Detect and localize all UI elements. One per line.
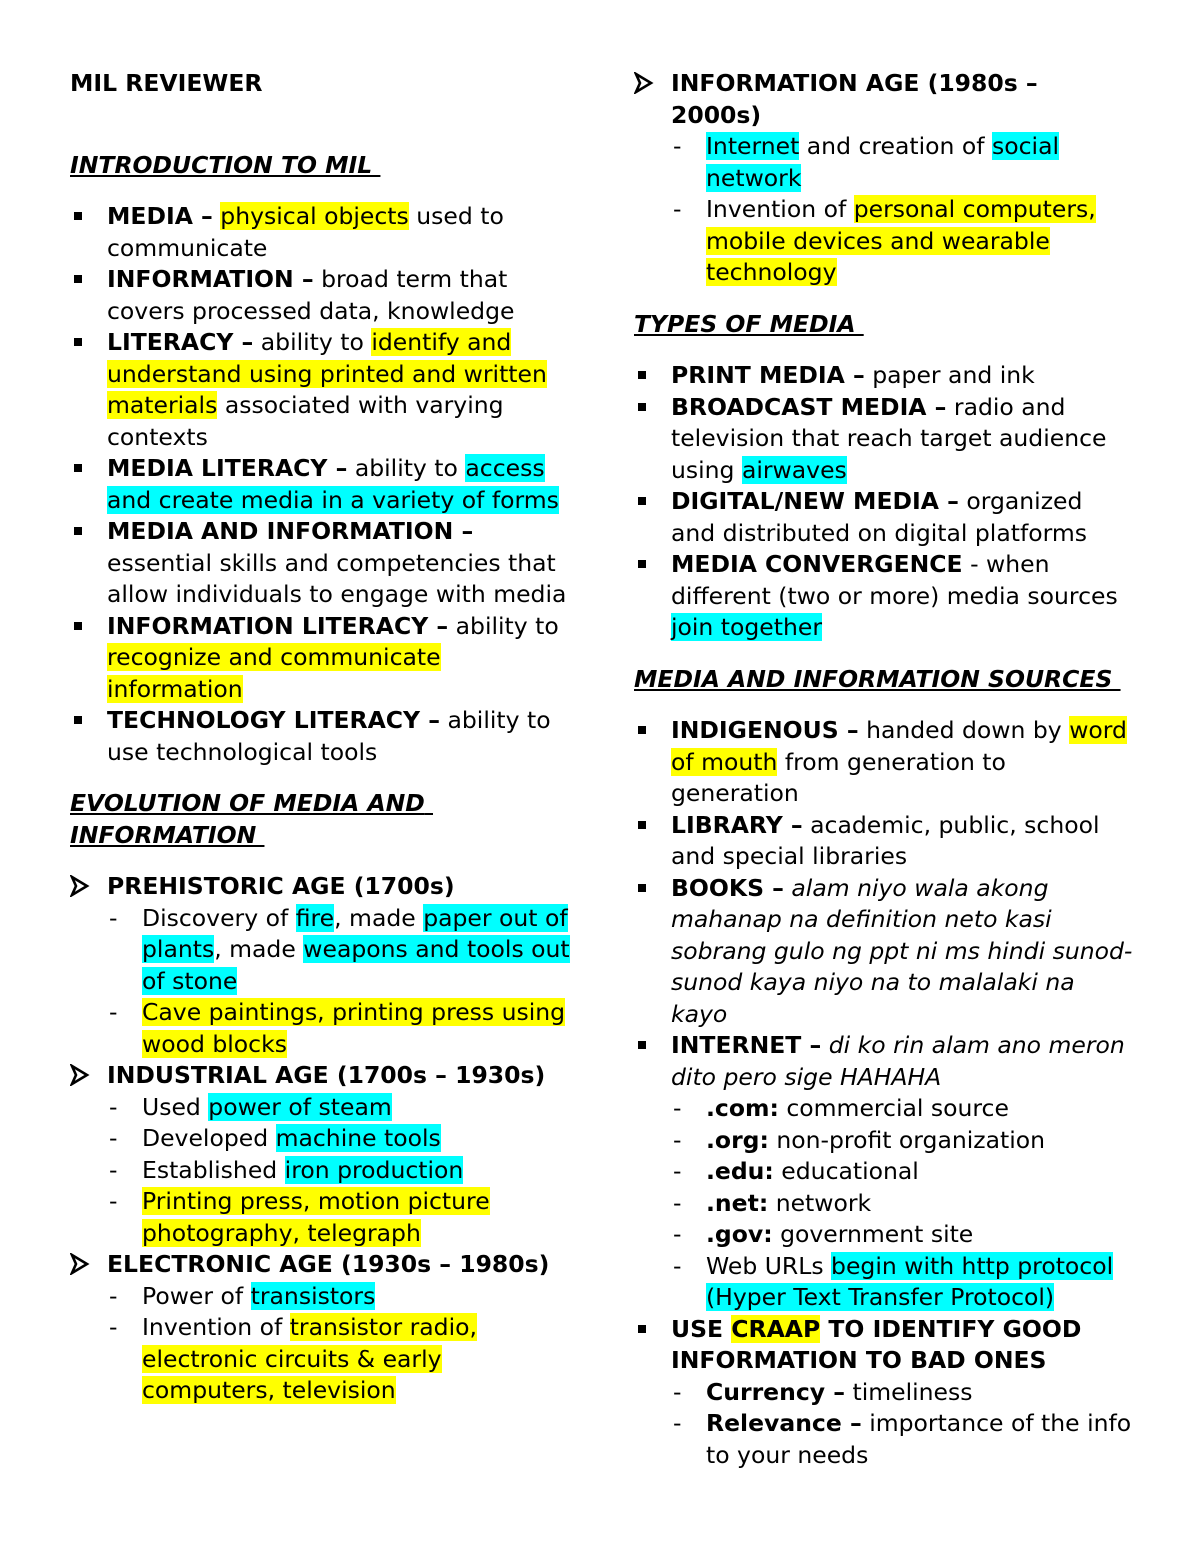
heading-evolution: EVOLUTION OF MEDIA AND INFORMATION — [70, 789, 433, 849]
list-item-print-media: PRINT MEDIA – paper and ink — [634, 360, 1134, 392]
craap-item-currency: - Currency – timeliness — [671, 1377, 1134, 1409]
list-item-media: MEDIA – physical objects used to communicate — [70, 201, 570, 264]
list-item-books: BOOKS – alam niyo wala akong mahanap na definition neto kasi sobrang gulo ng ppt ni ms hindi sunod-sunod kaya niyo na to malalaki na kayo — [634, 873, 1134, 1031]
detail-item: - Cave paintings, printing press using wood blocks — [107, 997, 570, 1060]
domain-item-org: - .org: non-profit organization — [671, 1125, 1134, 1157]
sources-list — [634, 715, 1134, 1471]
age-industrial — [70, 1060, 570, 1249]
age-title: INDUSTRIAL AGE (1700s – 1930s) — [107, 1061, 546, 1089]
heading-types-of-media: TYPES OF MEDIA — [634, 309, 864, 338]
heading-introduction: INTRODUCTION TO MIL — [70, 150, 381, 179]
domain-item-net: - .net: network — [671, 1188, 1134, 1220]
list-item-library: LIBRARY – academic, public, school and special libraries — [634, 810, 1134, 873]
list-item-media-and-information: MEDIA AND INFORMATION – essential skills and competencies that allow individuals to engage with media — [70, 516, 570, 611]
arrow-bullet-icon — [70, 1064, 90, 1086]
detail-item: - Internet and creation of social network — [671, 131, 1134, 194]
arrow-bullet-icon — [634, 72, 654, 94]
arrow-bullet-icon — [70, 1253, 90, 1275]
detail-item: - Invention of transistor radio, electronic circuits & early computers, television — [107, 1312, 570, 1407]
detail-item: - Used power of steam — [107, 1092, 570, 1124]
age-details — [671, 131, 1134, 289]
left-column — [70, 68, 570, 1407]
types-list — [634, 360, 1134, 644]
detail-item: - Developed machine tools — [107, 1123, 570, 1155]
detail-item: - Discovery of fire, made paper out of plants, made weapons and tools out of stone — [107, 903, 570, 998]
detail-item: - Power of transistors — [107, 1281, 570, 1313]
detail-item: - Invention of personal computers, mobile devices and wearable technology — [671, 194, 1134, 289]
evolution-list-continued — [634, 68, 1134, 289]
list-item-media-literacy: MEDIA LITERACY – ability to access and create media in a variety of forms — [70, 453, 570, 516]
arrow-bullet-icon — [70, 875, 90, 897]
list-item-broadcast-media: BROADCAST MEDIA – radio and television that reach target audience using airwaves — [634, 392, 1134, 487]
age-details — [107, 1281, 570, 1407]
list-item-literacy: LITERACY – ability to identify and understand using printed and written materials associated with varying contexts — [70, 327, 570, 453]
age-prehistoric — [70, 871, 570, 1060]
detail-item: - Printing press, motion picture photography, telegraph — [107, 1186, 570, 1249]
age-electronic — [70, 1249, 570, 1407]
list-item-information: INFORMATION – broad term that covers processed data, knowledge — [70, 264, 570, 327]
right-column — [634, 68, 1134, 1471]
age-details — [107, 903, 570, 1061]
list-item-information-literacy: INFORMATION LITERACY – ability to recognize and communicate information — [70, 611, 570, 706]
document-title: MIL REVIEWER — [70, 69, 263, 97]
age-information — [634, 68, 1134, 289]
list-item-technology-literacy: TECHNOLOGY LITERACY – ability to use technological tools — [70, 705, 570, 768]
domain-item-com: - .com: commercial source — [671, 1093, 1134, 1125]
domain-item-edu: - .edu: educational — [671, 1156, 1134, 1188]
detail-item: - Established iron production — [107, 1155, 570, 1187]
domain-item-gov: - .gov: government site — [671, 1219, 1134, 1251]
age-title: ELECTRONIC AGE (1930s – 1980s) — [107, 1250, 550, 1278]
list-item-media-convergence: MEDIA CONVERGENCE - when different (two or more) media sources join together — [634, 549, 1134, 644]
craap-list — [671, 1377, 1134, 1472]
domain-item-web-urls: - Web URLs begin with http protocol (Hyper Text Transfer Protocol) — [671, 1251, 1134, 1314]
intro-list — [70, 201, 570, 768]
list-item-indigenous: INDIGENOUS – handed down by word of mouth from generation to generation — [634, 715, 1134, 810]
list-item-digital-media: DIGITAL/NEW MEDIA – organized and distributed on digital platforms — [634, 486, 1134, 549]
age-title: INFORMATION AGE (1980s – 2000s) — [671, 69, 1038, 129]
list-item-internet: INTERNET – di ko rin alam ano meron dito pero sige HAHAHA - .com: commercial source - .org: non-profit organization - .edu: educational - .net: network - .gov: government site - Web URLs begin with http protocol (Hyper Text Transfer Protocol) — [634, 1030, 1134, 1314]
evolution-list — [70, 871, 570, 1407]
age-title: PREHISTORIC AGE (1700s) — [107, 872, 455, 900]
craap-item-relevance: - Relevance – importance of the info to your needs — [671, 1408, 1134, 1471]
domain-list — [671, 1093, 1134, 1314]
list-item-craap: USE CRAAP TO IDENTIFY GOOD INFORMATION TO BAD ONES - Currency – timeliness - Relevance – importance of the info to your needs — [634, 1314, 1134, 1472]
age-details — [107, 1092, 570, 1250]
heading-sources: MEDIA AND INFORMATION SOURCES — [634, 664, 1121, 693]
